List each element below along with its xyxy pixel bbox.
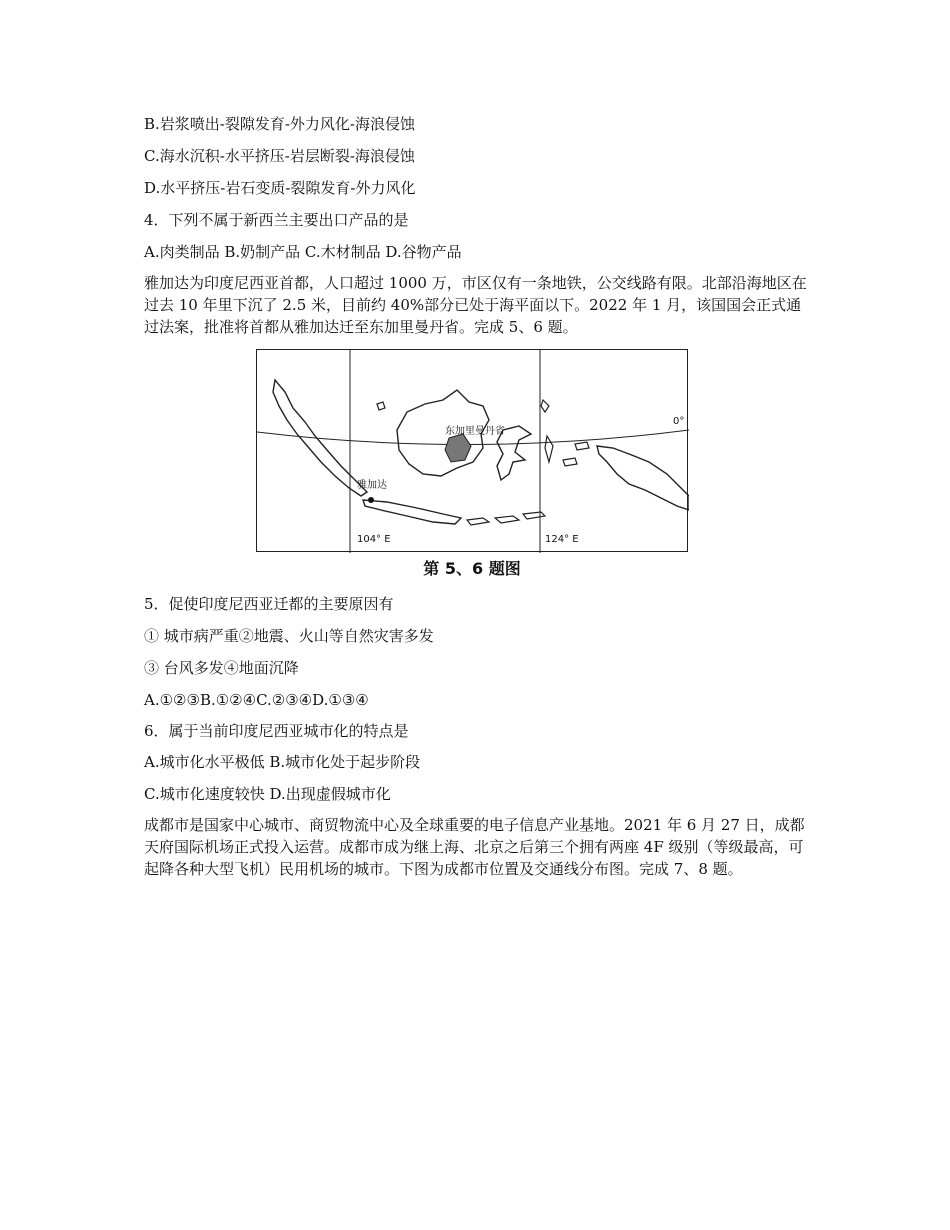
label-east-kalimantan: 东加里曼丹省: [445, 426, 505, 437]
indonesia-map: [256, 349, 688, 552]
q6-options-ab: A.城市化水平极低 B.城市化处于起步阶段: [144, 753, 421, 771]
label-104e: 104° E: [357, 534, 391, 545]
lesser-sunda-1: [467, 518, 489, 525]
maluku-1: [545, 436, 553, 462]
q5-statement-1: ① 城市病严重②地震、火山等自然灾害多发: [144, 627, 434, 645]
lesser-sunda-3: [523, 512, 545, 519]
maluku-2: [563, 458, 577, 466]
q4-stem: 4．下列不属于新西兰主要出口产品的是: [144, 211, 409, 229]
passage-chengdu: 成都市是国家中心城市、商贸物流中心及全球重要的电子信息产业基地。2021 年 6 月 27 日，成都天府国际机场正式投入运营。成都市成为继上海、北京之后第三个拥有两座 4F 级别（等级最高，可起降各种大型飞机）民用机场的城市。下图为成都市位置及交通线分布图。完成 7、8 题。: [144, 816, 805, 878]
q3-option-b: B.岩浆喷出-裂隙发育-外力风化-海浪侵蚀: [144, 115, 415, 133]
papua-outline: [597, 446, 689, 510]
label-jakarta: 雅加达: [357, 480, 387, 491]
q6-options-cd: C.城市化速度较快 D.出现虚假城市化: [144, 785, 391, 803]
label-124e: 124° E: [545, 534, 579, 545]
jakarta-point: [368, 497, 374, 503]
java-outline: [363, 500, 461, 524]
maluku-3: [575, 442, 589, 450]
q3-option-c: C.海水沉积-水平挤压-岩层断裂-海浪侵蚀: [144, 147, 415, 165]
q5-stem: 5．促使印度尼西亚迁都的主要原因有: [144, 595, 394, 613]
q6-stem: 6．属于当前印度尼西亚城市化的特点是: [144, 722, 409, 740]
label-equator: 0°: [673, 416, 685, 427]
philippines-fragment: [541, 400, 549, 412]
small-island: [377, 402, 385, 410]
passage-jakarta: 雅加达为印度尼西亚首都，人口超过 1000 万，市区仅有一条地铁，公交线路有限。北部沿海地区在过去 10 年里下沉了 2.5 米，目前约 40%部分已处于海平面以下。2022 年 1 月，该国国会正式通过法案，批准将首都从雅加达迁至东加里曼丹省。完成 5、6 题。: [144, 274, 807, 336]
q5-statement-2: ③ 台风多发④地面沉降: [144, 659, 299, 677]
lesser-sunda-2: [495, 516, 519, 523]
map-drawing: [257, 350, 689, 553]
q3-option-d: D.水平挤压-岩石变质-裂隙发育-外力风化: [144, 179, 416, 197]
map-caption: 第 5、6 题图: [423, 559, 521, 578]
q5-options: A.①②③B.①②④C.②③④D.①③④: [144, 691, 369, 709]
q4-options: A.肉类制品 B.奶制产品 C.木材制品 D.谷物产品: [144, 243, 462, 261]
east-kalimantan-region: [445, 434, 471, 462]
